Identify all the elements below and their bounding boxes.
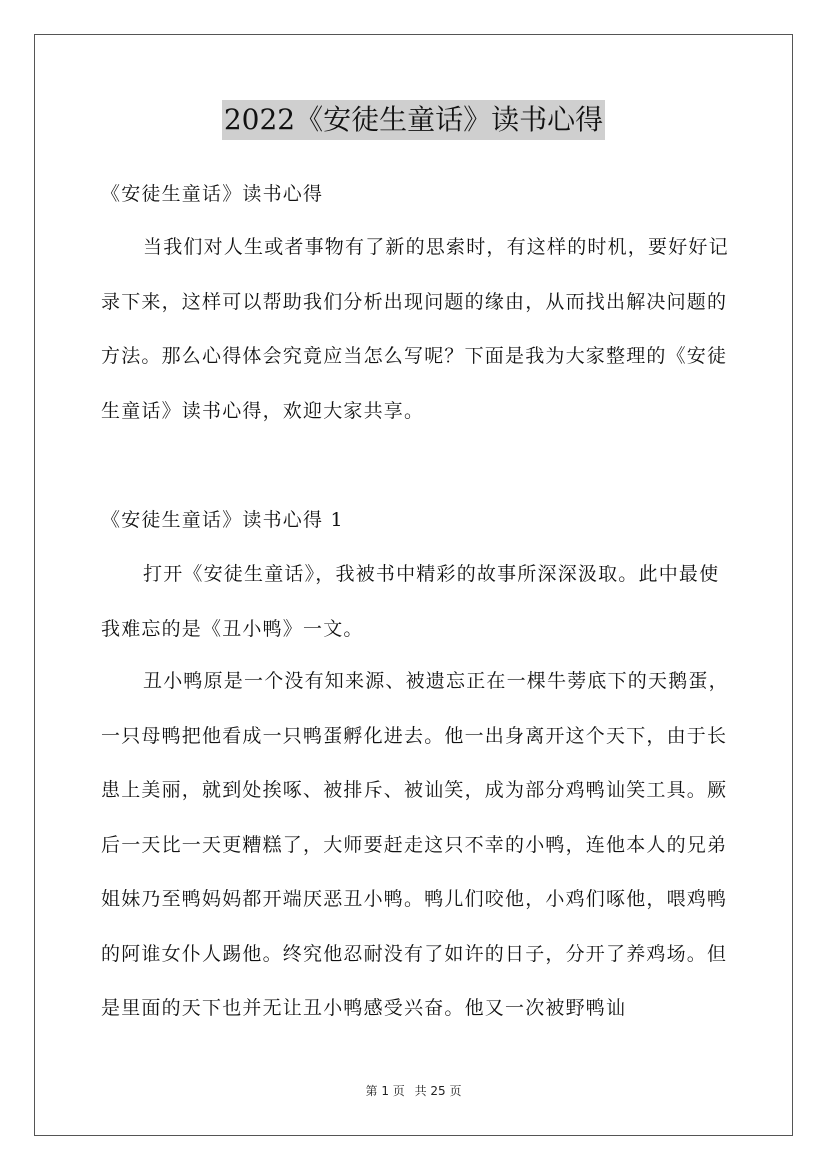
document-title: 2022《安徒生童话》读书心得 (222, 100, 605, 140)
intro-heading: 《安徒生童话》读书心得 (101, 183, 324, 205)
page-number-current: 第 1 页 (365, 1084, 405, 1098)
section1-paragraph-1 (101, 547, 731, 656)
page-footer (0, 1082, 827, 1099)
section1-heading: 《安徒生童话》读书心得 1 (101, 509, 344, 531)
section1-paragraph-1-text: 打开《安徒生童话》，我被书中精彩的故事所深深汲取。此中最使我难忘的是《丑小鸭》一文。 (101, 563, 720, 640)
section1-paragraph-2 (101, 654, 731, 1036)
section1-paragraph-2-text: 丑小鸭原是一个没有知来源、被遗忘正在一棵牛蒡底下的天鹅蛋，一只母鸭把他看成一只鸭蛋孵化进去。他一出身离开这个天下，由于长患上美丽，就到处挨啄、被排斥、被讪笑，成为部分鸡鸭讪笑工具。厥后一天比一天更糟糕了，大师要赶走这只不幸的小鸭，连他本人的兄弟姐妹乃至鸭妈妈都开端厌恶丑小鸭。鸭儿们咬他，小鸡们啄他，喂鸡鸭的阿谁女仆人踢他。终究他忍耐没有了如许的日子，分开了养鸡场。但是里面的天下也并无让丑小鸭感受兴奋。他又一次被野鸭讪 (101, 670, 729, 1019)
title-container (0, 100, 827, 140)
intro-paragraph (101, 220, 731, 438)
intro-paragraph-text: 当我们对人生或者事物有了新的思索时，有这样的时机，要好好记录下来，这样可以帮助我们分析出现问题的缘由，从而找出解决问题的方法。那么心得体会究竟应当怎么写呢？下面是我为大家整理的《安徒生童话》读书心得，欢迎大家共享。 (101, 236, 729, 422)
page-number-total: 共 25 页 (414, 1084, 462, 1098)
